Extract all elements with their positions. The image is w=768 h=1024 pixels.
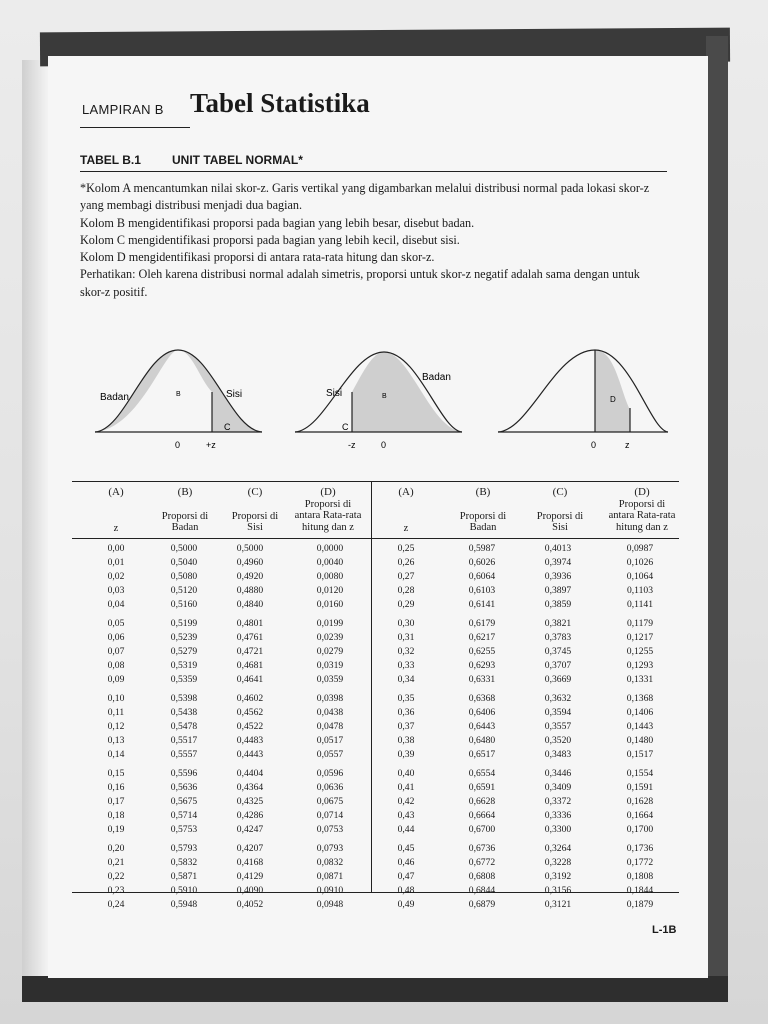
- table-cell: 0,5160: [170, 599, 198, 610]
- table-cell: 0,4443: [236, 749, 264, 760]
- col-name: Proporsi di: [618, 498, 666, 510]
- table-cell: 0,01: [107, 557, 125, 568]
- page-title: Tabel Statistika: [190, 88, 370, 118]
- table-cell: 0,3264: [544, 843, 572, 854]
- table-cell: 0,1179: [626, 618, 654, 629]
- table-cell: 0,0199: [316, 618, 344, 629]
- col-a-header-right: [386, 487, 426, 534]
- table-cell: 0,29: [397, 599, 415, 610]
- table-cell: 0,3897: [544, 585, 572, 596]
- table-header-rule: [72, 538, 679, 539]
- table-cell: 0,4168: [236, 857, 264, 868]
- table-cell: 0,3300: [544, 824, 572, 835]
- note-line: Kolom B mengidentifikasi proporsi pada bagian yang lebih besar, disebut badan.: [80, 215, 475, 230]
- table-cell: 0,6026: [468, 557, 496, 568]
- table-cell: 0,3632: [544, 693, 572, 704]
- table-cell: 0,1255: [626, 646, 654, 657]
- fig3-tick-0: 0: [591, 440, 597, 450]
- fig1-tick-z: +z: [206, 440, 216, 450]
- table-cell: 0,5239: [170, 632, 198, 643]
- fig2-area-c: C: [342, 422, 349, 432]
- fig2-left-label: Sisi: [326, 388, 343, 399]
- table-top-rule: [72, 481, 679, 482]
- table-cell: 0,0000: [316, 543, 344, 554]
- col-letter: (A): [398, 486, 414, 498]
- table-cell: 0,6331: [468, 674, 496, 685]
- table-cell: 0,1293: [626, 660, 654, 671]
- header-rule: [80, 127, 190, 128]
- col-letter: (B): [475, 486, 491, 498]
- table-cell: 0,6103: [468, 585, 496, 596]
- normal-curve-figures: [0, 340, 768, 460]
- table-cell: 0,3974: [544, 557, 572, 568]
- table-cell: 0,39: [397, 749, 415, 760]
- col-name: Sisi: [247, 522, 263, 533]
- fig1-left-label: Badan: [100, 392, 129, 403]
- table-cell: 0,21: [107, 857, 125, 868]
- table-cell: 0,6517: [468, 749, 496, 760]
- table-cell: 0,6480: [468, 735, 496, 746]
- note-line: skor-z positif.: [80, 284, 148, 299]
- col-letter: (D): [320, 486, 336, 498]
- table-cell: 0,0398: [316, 693, 344, 704]
- note-line: *Kolom A mencantumkan nilai skor-z. Garis vertikal yang digambarkan melalui distribusi normal pada lokasi skor-z: [80, 181, 650, 195]
- table-center-divider: [371, 482, 372, 892]
- col-name: Badan: [469, 522, 497, 533]
- table-cell: 0,5714: [170, 810, 198, 821]
- page-left-edge: [22, 60, 48, 990]
- table-cell: 0,4247: [236, 824, 264, 835]
- table-cell: 0,6554: [468, 768, 496, 779]
- table-cell: 0,03: [107, 585, 125, 596]
- table-cell: 0,04: [107, 599, 125, 610]
- table-cell: 0,6179: [468, 618, 496, 629]
- table-cell: 0,1217: [626, 632, 654, 643]
- table-cell: 0,1879: [626, 899, 654, 910]
- table-cell: 0,6844: [468, 885, 496, 896]
- table-cell: 0,30: [397, 618, 415, 629]
- table-cell: 0,4880: [236, 585, 264, 596]
- fig2-area-b: B: [382, 393, 387, 400]
- table-cell: 0,1554: [626, 768, 654, 779]
- fig1-area-c: C: [224, 422, 231, 432]
- col-name: z: [113, 522, 119, 534]
- table-cell: 0,4641: [236, 674, 264, 685]
- table-cell: 0,3669: [544, 674, 572, 685]
- table-cell: 0,6664: [468, 810, 496, 821]
- table-cell: 0,3121: [544, 899, 572, 910]
- table-cell: 0,35: [397, 693, 415, 704]
- table-cell: 0,0239: [316, 632, 344, 643]
- fig2-tick-0: 0: [381, 440, 387, 450]
- table-cell: 0,4052: [236, 899, 264, 910]
- table-cell: 0,4364: [236, 782, 264, 793]
- table-cell: 0,6293: [468, 660, 496, 671]
- table-cell: 0,07: [107, 646, 125, 657]
- fig1-right-label: Sisi: [226, 389, 243, 400]
- note-line: Kolom D mengidentifikasi proporsi di antara rata-rata hitung dan skor-z.: [80, 250, 435, 265]
- col-b-header: [152, 487, 218, 534]
- page-number: L-1B: [652, 924, 677, 936]
- table-cell: 0,23: [107, 885, 125, 896]
- table-cell: 0,31: [397, 632, 415, 643]
- table-cell: 0,6700: [468, 824, 496, 835]
- table-cell: 0,1141: [626, 599, 654, 610]
- table-cell: 0,42: [397, 796, 415, 807]
- table-cell: 0,16: [107, 782, 125, 793]
- table-cell: 0,5000: [236, 543, 264, 554]
- table-cell: 0,5948: [170, 899, 198, 910]
- fig2-tick-z: -z: [348, 440, 356, 450]
- table-cell: 0,0478: [316, 721, 344, 732]
- col-name: z: [403, 522, 409, 534]
- table-cell: 0,0517: [316, 735, 344, 746]
- table-cell: 0,6406: [468, 707, 496, 718]
- table-cell: 0,47: [397, 871, 415, 882]
- table-cell: 0,11: [107, 707, 125, 718]
- table-cell: 0,38: [397, 735, 415, 746]
- col-name: hitung dan z: [302, 521, 354, 533]
- table-cell: 0,3409: [544, 782, 572, 793]
- table-cell: 0,0319: [316, 660, 344, 671]
- table-cell: 0,1026: [626, 557, 654, 568]
- fig1-tick-0: 0: [175, 440, 181, 450]
- table-cell: 0,43: [397, 810, 415, 821]
- col-name: antara Rata-rata: [294, 510, 362, 521]
- table-cell: 0,45: [397, 843, 415, 854]
- table-cell: 0,12: [107, 721, 125, 732]
- col-name: Sisi: [552, 522, 568, 533]
- table-cell: 0,6141: [468, 599, 496, 610]
- table-cell: 0,32: [397, 646, 415, 657]
- col-letter: (D): [634, 486, 650, 498]
- note-line: Perhatikan: Oleh karena distribusi normal adalah simetris, proporsi untuk skor-z negatif adalah sama dengan untuk: [80, 267, 640, 282]
- table-cell: 0,6879: [468, 899, 496, 910]
- table-cell: 0,1700: [626, 824, 654, 835]
- table-cell: 0,6628: [468, 796, 496, 807]
- table-cell: 0,5557: [170, 749, 198, 760]
- table-cell: 0,5675: [170, 796, 198, 807]
- table-cell: 0,5636: [170, 782, 198, 793]
- table-cell: 0,19: [107, 824, 125, 835]
- col-c-header: [222, 487, 288, 534]
- table-cell: 0,5910: [170, 885, 198, 896]
- table-cell: 0,0832: [316, 857, 344, 868]
- table-cell: 0,1736: [626, 843, 654, 854]
- table-cell: 0,14: [107, 749, 125, 760]
- table-cell: 0,37: [397, 721, 415, 732]
- appendix-label: LAMPIRAN B: [82, 102, 164, 117]
- col-d-header: [288, 487, 368, 533]
- col-name: antara Rata-rata: [608, 510, 676, 521]
- table-cell: 0,1591: [626, 782, 654, 793]
- col-name: hitung dan z: [616, 521, 668, 533]
- table-cell: 0,4286: [236, 810, 264, 821]
- table-cell: 0,34: [397, 674, 415, 685]
- table-cell: 0,5040: [170, 557, 198, 568]
- table-cell: 0,0714: [316, 810, 344, 821]
- col-letter: (C): [552, 486, 568, 498]
- table-cell: 0,0359: [316, 674, 344, 685]
- table-cell: 0,46: [397, 857, 415, 868]
- table-cell: 0,1064: [626, 571, 654, 582]
- table-cell: 0,5279: [170, 646, 198, 657]
- table-cell: 0,4325: [236, 796, 264, 807]
- table-cell: 0,0948: [316, 899, 344, 910]
- table-cell: 0,4681: [236, 660, 264, 671]
- table-cell: 0,4522: [236, 721, 264, 732]
- table-cell: 0,0596: [316, 768, 344, 779]
- table-cell: 0,3936: [544, 571, 572, 582]
- table-cell: 0,10: [107, 693, 125, 704]
- table-cell: 0,36: [397, 707, 415, 718]
- col-name: Proporsi di: [304, 498, 352, 510]
- figure-body-tail-positive: [95, 350, 262, 450]
- table-cell: 0,6368: [468, 693, 496, 704]
- table-cell: 0,0987: [626, 543, 654, 554]
- table-cell: 0,0636: [316, 782, 344, 793]
- table-cell: 0,05: [107, 618, 125, 629]
- table-cell: 0,0675: [316, 796, 344, 807]
- table-cell: 0,4840: [236, 599, 264, 610]
- table-cell: 0,1443: [626, 721, 654, 732]
- table-cell: 0,28: [397, 585, 415, 596]
- table-cell: 0,3228: [544, 857, 572, 868]
- table-cell: 0,44: [397, 824, 415, 835]
- table-cell: 0,41: [397, 782, 415, 793]
- table-cell: 0,18: [107, 810, 125, 821]
- table-cell: 0,5871: [170, 871, 198, 882]
- table-cell: 0,00: [107, 543, 125, 554]
- col-name: Proporsi di: [161, 510, 209, 522]
- table-cell: 0,4761: [236, 632, 264, 643]
- table-cell: 0,3821: [544, 618, 572, 629]
- fig1-area-b: B: [176, 391, 181, 398]
- table-name: UNIT TABEL NORMAL*: [172, 153, 303, 167]
- fig3-tick-z: z: [625, 440, 630, 450]
- col-letter: (C): [247, 486, 263, 498]
- table-cell: 0,1517: [626, 749, 654, 760]
- table-cell: 0,27: [397, 571, 415, 582]
- table-cell: 0,5120: [170, 585, 198, 596]
- table-cell: 0,15: [107, 768, 125, 779]
- table-cell: 0,5438: [170, 707, 198, 718]
- col-d-header-right: [600, 487, 684, 533]
- table-cell: 0,33: [397, 660, 415, 671]
- table-notes: [80, 180, 680, 301]
- table-cell: 0,1480: [626, 735, 654, 746]
- table-cell: 0,0557: [316, 749, 344, 760]
- table-cell: 0,1808: [626, 871, 654, 882]
- fig2-right-label: Badan: [422, 372, 451, 383]
- table-cell: 0,09: [107, 674, 125, 685]
- col-letter: (A): [108, 486, 124, 498]
- table-cell: 0,3859: [544, 599, 572, 610]
- table-cell: 0,0753: [316, 824, 344, 835]
- table-cell: 0,20: [107, 843, 125, 854]
- table-title-rule: [80, 171, 667, 172]
- table-cell: 0,6217: [468, 632, 496, 643]
- table-cell: 0,5517: [170, 735, 198, 746]
- table-cell: 0,4090: [236, 885, 264, 896]
- table-cell: 0,4207: [236, 843, 264, 854]
- table-cell: 0,1103: [626, 585, 654, 596]
- table-cell: 0,5359: [170, 674, 198, 685]
- table-cell: 0,6772: [468, 857, 496, 868]
- table-cell: 0,0120: [316, 585, 344, 596]
- table-cell: 0,1331: [626, 674, 654, 685]
- table-cell: 0,0438: [316, 707, 344, 718]
- table-cell: 0,48: [397, 885, 415, 896]
- table-cell: 0,1406: [626, 707, 654, 718]
- table-cell: 0,6591: [468, 782, 496, 793]
- table-cell: 0,3707: [544, 660, 572, 671]
- table-cell: 0,1368: [626, 693, 654, 704]
- table-cell: 0,17: [107, 796, 125, 807]
- table-cell: 0,0793: [316, 843, 344, 854]
- table-cell: 0,0910: [316, 885, 344, 896]
- table-cell: 0,4483: [236, 735, 264, 746]
- table-cell: 0,02: [107, 571, 125, 582]
- table-cell: 0,25: [397, 543, 415, 554]
- table-cell: 0,3594: [544, 707, 572, 718]
- col-a-header: [96, 487, 136, 534]
- table-cell: 0,1628: [626, 796, 654, 807]
- table-cell: 0,3483: [544, 749, 572, 760]
- table-cell: 0,22: [107, 871, 125, 882]
- table-cell: 0,5398: [170, 693, 198, 704]
- table-cell: 0,3745: [544, 646, 572, 657]
- figure-tail-body-negative: [295, 352, 462, 450]
- table-cell: 0,5000: [170, 543, 198, 554]
- table-cell: 0,3156: [544, 885, 572, 896]
- table-cell: 0,0160: [316, 599, 344, 610]
- table-cell: 0,5478: [170, 721, 198, 732]
- table-cell: 0,3192: [544, 871, 572, 882]
- note-line: yang membagi distribusi menjadi dua bagian.: [80, 198, 303, 213]
- col-letter: (B): [177, 486, 193, 498]
- table-cell: 0,4960: [236, 557, 264, 568]
- page-right-shadow: [706, 36, 728, 996]
- table-cell: 0,5753: [170, 824, 198, 835]
- table-cell: 0,6736: [468, 843, 496, 854]
- table-cell: 0,08: [107, 660, 125, 671]
- table-cell: 0,49: [397, 899, 415, 910]
- table-cell: 0,1844: [626, 885, 654, 896]
- table-cell: 0,4801: [236, 618, 264, 629]
- table-cell: 0,3446: [544, 768, 572, 779]
- figure-mean-to-z: [498, 350, 668, 450]
- table-cell: 0,4129: [236, 871, 264, 882]
- page-bottom-shadow: [22, 976, 728, 1002]
- table-cell: 0,5080: [170, 571, 198, 582]
- table-cell: 0,3372: [544, 796, 572, 807]
- table-cell: 0,3336: [544, 810, 572, 821]
- table-cell: 0,5987: [468, 543, 496, 554]
- table-cell: 0,13: [107, 735, 125, 746]
- table-cell: 0,0871: [316, 871, 344, 882]
- table-cell: 0,6064: [468, 571, 496, 582]
- table-cell: 0,6443: [468, 721, 496, 732]
- table-cell: 0,4602: [236, 693, 264, 704]
- fig3-area-d: D: [610, 395, 616, 404]
- table-cell: 0,3557: [544, 721, 572, 732]
- table-cell: 0,6255: [468, 646, 496, 657]
- table-cell: 0,0040: [316, 557, 344, 568]
- table-cell: 0,24: [107, 899, 125, 910]
- col-name: Badan: [171, 522, 199, 533]
- col-name: Proporsi di: [459, 510, 507, 522]
- col-c-header-right: [527, 487, 593, 534]
- note-line: Kolom C mengidentifikasi proporsi pada bagian yang lebih kecil, disebut sisi.: [80, 232, 460, 247]
- table-cell: 0,3783: [544, 632, 572, 643]
- col-name: Proporsi di: [231, 510, 279, 522]
- table-cell: 0,4013: [544, 543, 572, 554]
- table-cell: 0,4920: [236, 571, 264, 582]
- col-name: Proporsi di: [536, 510, 584, 522]
- table-cell: 0,0080: [316, 571, 344, 582]
- table-cell: 0,4721: [236, 646, 264, 657]
- table-cell: 0,5793: [170, 843, 198, 854]
- table-cell: 0,3520: [544, 735, 572, 746]
- table-cell: 0,1664: [626, 810, 654, 821]
- table-cell: 0,6808: [468, 871, 496, 882]
- table-cell: 0,0279: [316, 646, 344, 657]
- table-cell: 0,06: [107, 632, 125, 643]
- table-cell: 0,4404: [236, 768, 264, 779]
- table-cell: 0,5596: [170, 768, 198, 779]
- table-cell: 0,1772: [626, 857, 654, 868]
- table-cell: 0,5199: [170, 618, 198, 629]
- table-cell: 0,40: [397, 768, 415, 779]
- table-cell: 0,4562: [236, 707, 264, 718]
- table-cell: 0,5319: [170, 660, 198, 671]
- table-cell: 0,26: [397, 557, 415, 568]
- table-label: TABEL B.1: [80, 153, 141, 167]
- col-b-header-right: [450, 487, 516, 534]
- table-cell: 0,5832: [170, 857, 198, 868]
